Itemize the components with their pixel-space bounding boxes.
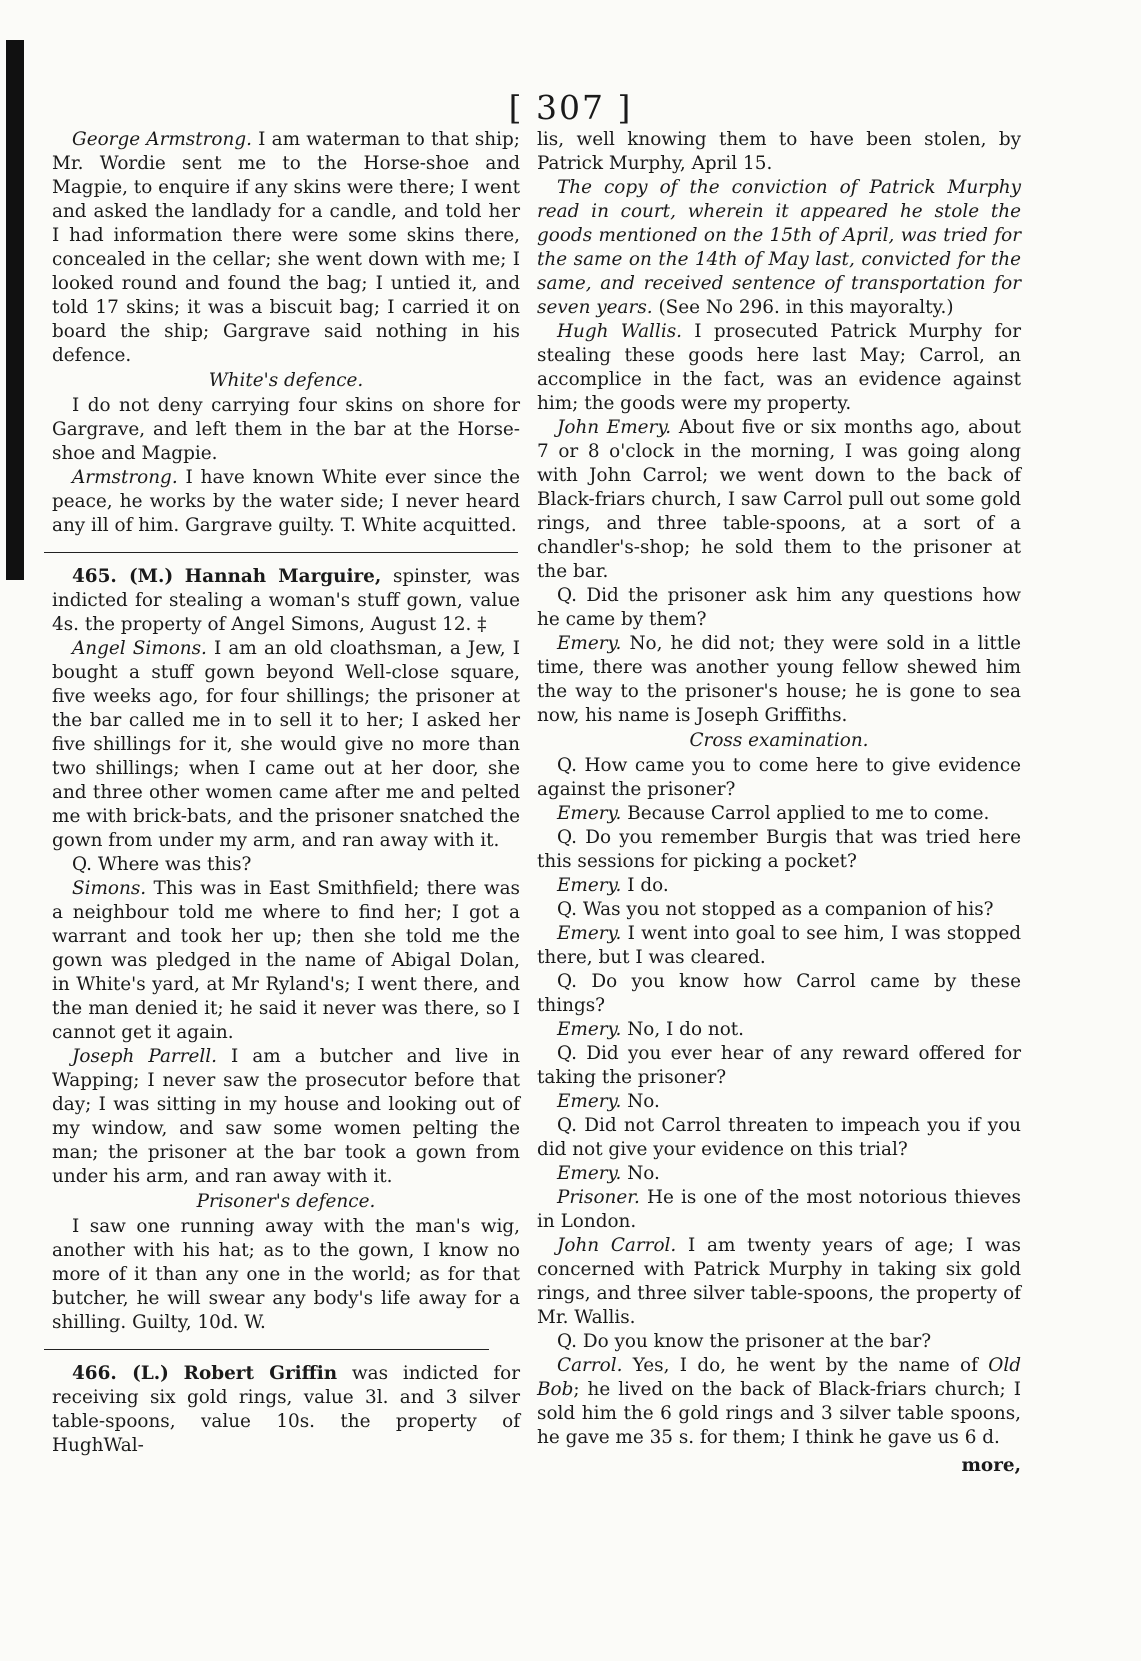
speaker-name: Emery. [557, 1091, 622, 1112]
testimony-paragraph: I saw one running away with the man's wig, another with his hat; as to the gown, I know no more of it than any one in the world; as for that butcher, he will swear any body's life away for a shilling. Guilty, 10d. W. [52, 1216, 520, 1333]
page-number: [ 307 ] [508, 88, 633, 127]
case-number: 465. (M.) [72, 566, 174, 587]
speaker-name: Joseph Parrell. [72, 1046, 217, 1067]
speaker-name: Emery. [557, 923, 622, 944]
testimony-paragraph: Emery. No, he did not; they were sold in a little time, there was another young fellow shewed him the way to the prisoner's house; he is gone to sea now, his name is Joseph Griffiths. [537, 633, 1021, 726]
testimony-paragraph: Emery. I do. [557, 875, 669, 896]
case-heading: 466. (L.) Robert Griffin was indicted for receiving six gold rings, value 3l. and 3 silver table-spoons, value 10s. the property of HughWal- [52, 1363, 520, 1456]
testimony-paragraph: Joseph Parrell. I am a butcher and live in Wapping; I never saw the prosecutor before that day; I was sitting in my house and looking out of my window, and saw some women pelting the man; the prisoner at the bar took a gown from under his arm, and ran away with it. [52, 1046, 520, 1187]
testimony-paragraph: I do not deny carrying four skins on shore for Gargrave, and left them in the bar at the Horse-shoe and Magpie. [52, 395, 520, 464]
testimony-paragraph: Hugh Wallis. I prosecuted Patrick Murphy for stealing these goods here last May; Carrol, an accomplice in the fact, was an evidence against him; the goods were my property. [537, 321, 1021, 414]
alias-name: Old Bob [537, 1355, 1021, 1400]
testimony-paragraph: Emery. No, I do not. [557, 1019, 745, 1040]
testimony-paragraph: Emery. No. [557, 1091, 660, 1112]
question: Q. Do you know how Carrol came by these things? [537, 971, 1021, 1016]
testimony-paragraph: John Emery. About five or six months ago, about 7 or 8 o'clock in the morning, I was going along with John Carrol; we went down to the back of Black-friars church, I saw Carrol pull out some gold rings, and three table-spoons, at a sort of a chandler's-shop; he sold them to the prisoner at the bar. [537, 417, 1021, 582]
section-heading: Prisoner's defence. [196, 1191, 376, 1212]
speaker-name: Armstrong. [72, 467, 178, 488]
testimony-paragraph: Prisoner. He is one of the most notorious thieves in London. [537, 1187, 1021, 1232]
speaker-name: George Armstrong. [72, 129, 252, 150]
catchword: more, [961, 1455, 1021, 1476]
case-heading: 465. (M.) Hannah Marguire, spinster, was indicted for stealing a woman's stuff gown, value 4s. the property of Angel Simons, August 12. ‡ [52, 566, 520, 635]
speaker-name: John Carrol. [557, 1235, 677, 1256]
question: Q. How came you to come here to give evidence against the prisoner? [537, 755, 1021, 800]
case-number: 466. (L.) [72, 1363, 169, 1384]
testimony-paragraph: Simons. This was in East Smithfield; there was a neighbour told me where to find her; I got a warrant and took her up; then she told me the gown was pledged in the name of Abigal Dolan, in White's yard, at Mr Ryland's; I went there, and the man denied it; he said it never was there, so I cannot get it again. [52, 878, 520, 1043]
speaker-name: Hugh Wallis. [557, 321, 682, 342]
question: Q. Was you not stopped as a companion of his? [557, 899, 994, 920]
testimony-paragraph: Emery. No. [557, 1163, 660, 1184]
right-column [537, 128, 1021, 1478]
defendant-name: Hannah Marguire, [184, 566, 382, 587]
testimony-paragraph: Emery. Because Carrol applied to me to come. [557, 803, 990, 824]
question: Q. Did the prisoner ask him any questions how he came by them? [537, 585, 1021, 630]
testimony-paragraph: Armstrong. I have known White ever since the peace, he works by the water side; I never heard any ill of him. Gargrave guilty. T. White acquitted. [52, 467, 520, 536]
testimony-paragraph: John Carrol. I am twenty years of age; I was concerned with Patrick Murphy in taking six gold rings, and three silver table-spoons, the property of Mr. Wallis. [537, 1235, 1021, 1328]
speaker-name: Prisoner. [557, 1187, 640, 1208]
defendant-name: Robert Griffin [183, 1363, 338, 1384]
left-column [52, 128, 520, 1458]
section-heading: White's defence. [208, 370, 364, 391]
speaker-name: Emery. [557, 803, 622, 824]
question: Q. Did not Carrol threaten to impeach you if you did not give your evidence on this trial? [537, 1115, 1021, 1160]
speaker-name: Simons. [72, 878, 147, 899]
case-divider [44, 1349, 489, 1350]
testimony-paragraph: Emery. I went into goal to see him, I was stopped there, but I was cleared. [537, 923, 1021, 968]
speaker-name: Emery. [557, 633, 622, 654]
question: Q. Do you know the prisoner at the bar? [557, 1331, 932, 1352]
testimony-paragraph: lis, well knowing them to have been stolen, by Patrick Murphy, April 15. [537, 129, 1021, 174]
speaker-name: Emery. [557, 875, 622, 896]
testimony-paragraph: George Armstrong. I am waterman to that ship; Mr. Wordie sent me to the Horse-shoe and Magpie, to enquire if any skins were there; I went and asked the landlady for a candle, and told her I had information there were some skins there, concealed in the cellar; she went down with me; I looked round and found the bag; I untied it, and told 17 skins; it was a biscuit bag; I carried it on board the ship; Gargrave said nothing in his defence. [52, 129, 520, 366]
question: Q. Did you ever hear of any reward offered for taking the prisoner? [537, 1043, 1021, 1088]
question: Q. Where was this? [72, 854, 252, 875]
speaker-name: Emery. [557, 1163, 622, 1184]
speaker-name: Angel Simons. [72, 638, 207, 659]
speaker-name: Emery. [557, 1019, 622, 1040]
testimony-paragraph: Angel Simons. I am an old cloathsman, a Jew, I bought a stuff gown beyond Well-close square, five weeks ago, for four shillings; the prisoner at the bar called me in to sell it to her; I asked her five shillings for it, she would give no more than two shillings; when I came out at her door, she and three other women came after me and pelted me with brick-bats, and the prisoner snatched the gown from under my arm, and ran away with it. [52, 638, 520, 851]
section-heading: Cross examination. [689, 730, 869, 751]
speaker-name: John Emery. [557, 417, 672, 438]
question: Q. Do you remember Burgis that was tried here this sessions for picking a pocket? [537, 827, 1021, 872]
conviction-note: The copy of the conviction of Patrick Murphy read in court, wherein it appeared he stole the goods mentioned on the 15th of April, was tried for the same on the 14th of May last, convicted for the same, and received sentence of transportation for seven years. (See No 296. in this mayoralty.) [537, 177, 1021, 318]
case-divider [44, 552, 518, 553]
speaker-name: Carrol. [557, 1355, 623, 1376]
testimony-paragraph: Carrol. Yes, I do, he went by the name of Old Bob; he lived on the back of Black-friars church; I sold him the 6 gold rings and 3 silver table spoons, he gave me 35 s. for them; I think he gave us 6 d. [537, 1355, 1021, 1448]
